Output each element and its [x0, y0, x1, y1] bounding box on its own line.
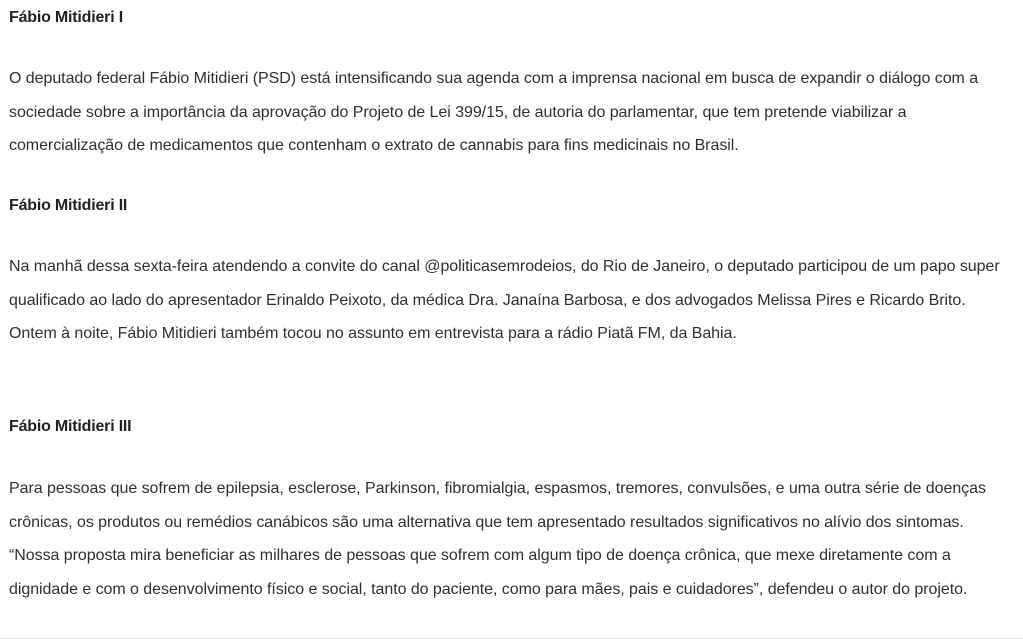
section-paragraph-1: O deputado federal Fábio Mitidieri (PSD) está intensificando sua agenda com a imprensa nacional em busca de expandir o diálogo com a sociedade sobre a importância da aprovação do Projeto de Lei 399/15, de autoria do parlamentar, que tem pretende viabilizar a comercialização de medicamentos que contenham o extrato de cannabis para fins medicinais no Brasil.	[9, 70, 979, 154]
section-title-2: Fábio Mitidieri II	[9, 197, 128, 214]
section-title-3: Fábio Mitidieri III	[9, 418, 132, 435]
section-paragraph-2: Na manhã dessa sexta-feira atendendo a convite do canal @politicasemrodeios, do Rio de Janeiro, o deputado participou de um papo super qualificado ao lado do apresentador Erinaldo Peixoto, da médica Dra. Janaína Barbosa, e dos advogados Melissa Pires e Ricardo Brito. Ontem à noite, Fábio Mitidieri também tocou no assunto em entrevista para a rádio Piatã FM, da Bahia.	[9, 258, 1000, 342]
section-title-1: Fábio Mitidieri I	[9, 9, 123, 26]
section-paragraph-3: Para pessoas que sofrem de epilepsia, esclerose, Parkinson, fibromialgia, espasmos, tremores, convulsões, e uma outra série de doenças crônicas, os produtos ou remédios canábicos são uma alternativa que tem apresentado resultados significativos no alívio dos sintomas. “Nossa proposta mira beneficiar as milhares de pessoas que sofrem com algum tipo de doença crônica, que mexe diretamente com a dignidade e com o desenvolvimento físico e social, tanto do paciente, como para mães, pais e cuidadores”, defendeu o autor do projeto.	[9, 480, 986, 598]
